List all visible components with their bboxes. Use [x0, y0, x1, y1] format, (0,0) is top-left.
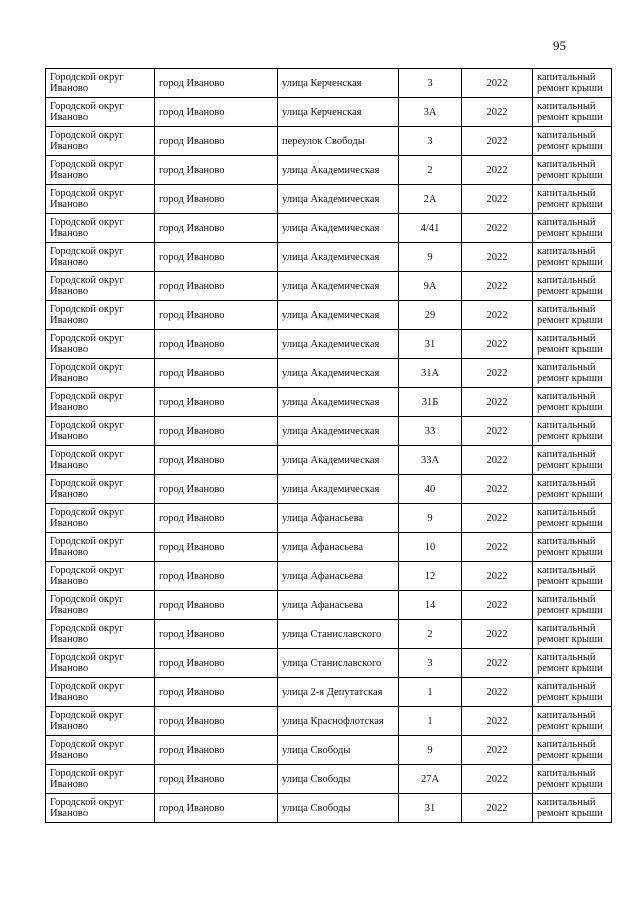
city-cell: город Иваново: [155, 214, 278, 243]
street-cell: улица Академическая: [278, 301, 399, 330]
city-cell: город Иваново: [155, 504, 278, 533]
street-cell: улица 2-я Депутатская: [278, 678, 399, 707]
work-type-cell: капитальный ремонт крыши: [533, 649, 612, 678]
year-cell: 2022: [462, 359, 533, 388]
house-number-cell: 9: [399, 243, 462, 272]
district-cell: Городской округ Иваново: [46, 736, 155, 765]
table-row: [46, 620, 612, 649]
year-cell: 2022: [462, 591, 533, 620]
city-cell: город Иваново: [155, 736, 278, 765]
city-cell: город Иваново: [155, 533, 278, 562]
table-row: [46, 127, 612, 156]
street-cell: улица Станиславского: [278, 620, 399, 649]
work-type-cell: капитальный ремонт крыши: [533, 591, 612, 620]
street-cell: улица Свободы: [278, 765, 399, 794]
district-cell: Городской округ Иваново: [46, 301, 155, 330]
street-cell: переулок Свободы: [278, 127, 399, 156]
district-cell: Городской округ Иваново: [46, 69, 155, 98]
district-cell: Городской округ Иваново: [46, 707, 155, 736]
work-type-cell: капитальный ремонт крыши: [533, 562, 612, 591]
work-type-cell: капитальный ремонт крыши: [533, 417, 612, 446]
house-number-cell: 4/41: [399, 214, 462, 243]
year-cell: 2022: [462, 736, 533, 765]
city-cell: город Иваново: [155, 359, 278, 388]
house-number-cell: 29: [399, 301, 462, 330]
street-cell: улица Станиславского: [278, 649, 399, 678]
table-row: [46, 678, 612, 707]
street-cell: улица Академическая: [278, 475, 399, 504]
district-cell: Городской округ Иваново: [46, 475, 155, 504]
table-row: [46, 301, 612, 330]
district-cell: Городской округ Иваново: [46, 649, 155, 678]
city-cell: город Иваново: [155, 707, 278, 736]
district-cell: Городской округ Иваново: [46, 620, 155, 649]
city-cell: город Иваново: [155, 765, 278, 794]
work-type-cell: капитальный ремонт крыши: [533, 214, 612, 243]
table-row: [46, 243, 612, 272]
city-cell: город Иваново: [155, 678, 278, 707]
year-cell: 2022: [462, 794, 533, 823]
house-number-cell: 40: [399, 475, 462, 504]
year-cell: 2022: [462, 185, 533, 214]
street-cell: улица Афанасьева: [278, 504, 399, 533]
table-row: [46, 533, 612, 562]
house-number-cell: 9: [399, 504, 462, 533]
district-cell: Городской округ Иваново: [46, 214, 155, 243]
table-row: [46, 504, 612, 533]
city-cell: город Иваново: [155, 98, 278, 127]
street-cell: улица Академическая: [278, 214, 399, 243]
house-number-cell: 3: [399, 127, 462, 156]
table-row: [46, 475, 612, 504]
year-cell: 2022: [462, 214, 533, 243]
table-row: [46, 794, 612, 823]
year-cell: 2022: [462, 649, 533, 678]
year-cell: 2022: [462, 562, 533, 591]
table-row: [46, 446, 612, 475]
work-type-cell: капитальный ремонт крыши: [533, 475, 612, 504]
table-row: [46, 765, 612, 794]
work-type-cell: капитальный ремонт крыши: [533, 359, 612, 388]
district-cell: Городской округ Иваново: [46, 794, 155, 823]
house-number-cell: 3: [399, 649, 462, 678]
street-cell: улица Академическая: [278, 446, 399, 475]
work-type-cell: капитальный ремонт крыши: [533, 127, 612, 156]
street-cell: улица Афанасьева: [278, 591, 399, 620]
page-number: 95: [553, 38, 566, 53]
city-cell: город Иваново: [155, 417, 278, 446]
house-number-cell: 31: [399, 330, 462, 359]
street-cell: улица Академическая: [278, 185, 399, 214]
city-cell: город Иваново: [155, 272, 278, 301]
work-type-cell: капитальный ремонт крыши: [533, 243, 612, 272]
work-type-cell: капитальный ремонт крыши: [533, 272, 612, 301]
work-type-cell: капитальный ремонт крыши: [533, 794, 612, 823]
table-row: [46, 417, 612, 446]
city-cell: город Иваново: [155, 794, 278, 823]
house-number-cell: 10: [399, 533, 462, 562]
year-cell: 2022: [462, 707, 533, 736]
year-cell: 2022: [462, 533, 533, 562]
house-number-cell: 33А: [399, 446, 462, 475]
year-cell: 2022: [462, 475, 533, 504]
district-cell: Городской округ Иваново: [46, 504, 155, 533]
city-cell: город Иваново: [155, 446, 278, 475]
work-type-cell: капитальный ремонт крыши: [533, 620, 612, 649]
work-type-cell: капитальный ремонт крыши: [533, 765, 612, 794]
table-row: [46, 330, 612, 359]
table-row: [46, 359, 612, 388]
year-cell: 2022: [462, 243, 533, 272]
year-cell: 2022: [462, 272, 533, 301]
year-cell: 2022: [462, 446, 533, 475]
street-cell: улица Свободы: [278, 736, 399, 765]
work-type-cell: капитальный ремонт крыши: [533, 301, 612, 330]
work-type-cell: капитальный ремонт крыши: [533, 533, 612, 562]
table-row: [46, 649, 612, 678]
city-cell: город Иваново: [155, 475, 278, 504]
work-type-cell: капитальный ремонт крыши: [533, 736, 612, 765]
year-cell: 2022: [462, 388, 533, 417]
work-type-cell: капитальный ремонт крыши: [533, 156, 612, 185]
house-number-cell: 1: [399, 707, 462, 736]
house-number-cell: 2А: [399, 185, 462, 214]
work-type-cell: капитальный ремонт крыши: [533, 707, 612, 736]
district-cell: Городской округ Иваново: [46, 127, 155, 156]
house-number-cell: 33: [399, 417, 462, 446]
house-number-cell: 31Б: [399, 388, 462, 417]
house-number-cell: 3: [399, 69, 462, 98]
year-cell: 2022: [462, 678, 533, 707]
district-cell: Городской округ Иваново: [46, 388, 155, 417]
house-number-cell: 1: [399, 678, 462, 707]
year-cell: 2022: [462, 301, 533, 330]
year-cell: 2022: [462, 417, 533, 446]
city-cell: город Иваново: [155, 185, 278, 214]
work-type-cell: капитальный ремонт крыши: [533, 446, 612, 475]
repair-schedule-table: [45, 68, 612, 823]
work-type-cell: капитальный ремонт крыши: [533, 504, 612, 533]
table-row: [46, 185, 612, 214]
house-number-cell: 9: [399, 736, 462, 765]
city-cell: город Иваново: [155, 649, 278, 678]
district-cell: Городской округ Иваново: [46, 562, 155, 591]
work-type-cell: капитальный ремонт крыши: [533, 330, 612, 359]
year-cell: 2022: [462, 156, 533, 185]
table-body: [46, 69, 612, 823]
district-cell: Городской округ Иваново: [46, 156, 155, 185]
table-row: [46, 707, 612, 736]
district-cell: Городской округ Иваново: [46, 678, 155, 707]
district-cell: Городской округ Иваново: [46, 417, 155, 446]
street-cell: улица Керченская: [278, 98, 399, 127]
table-row: [46, 388, 612, 417]
district-cell: Городской округ Иваново: [46, 446, 155, 475]
district-cell: Городской округ Иваново: [46, 765, 155, 794]
year-cell: 2022: [462, 69, 533, 98]
district-cell: Городской округ Иваново: [46, 330, 155, 359]
city-cell: город Иваново: [155, 301, 278, 330]
street-cell: улица Краснофлотская: [278, 707, 399, 736]
work-type-cell: капитальный ремонт крыши: [533, 185, 612, 214]
work-type-cell: капитальный ремонт крыши: [533, 388, 612, 417]
year-cell: 2022: [462, 765, 533, 794]
district-cell: Городской округ Иваново: [46, 243, 155, 272]
street-cell: улица Керченская: [278, 69, 399, 98]
house-number-cell: 12: [399, 562, 462, 591]
city-cell: город Иваново: [155, 620, 278, 649]
district-cell: Городской округ Иваново: [46, 359, 155, 388]
district-cell: Городской округ Иваново: [46, 272, 155, 301]
table-row: [46, 736, 612, 765]
city-cell: город Иваново: [155, 330, 278, 359]
street-cell: улица Академическая: [278, 417, 399, 446]
street-cell: улица Академическая: [278, 330, 399, 359]
street-cell: улица Афанасьева: [278, 533, 399, 562]
table-row: [46, 591, 612, 620]
year-cell: 2022: [462, 620, 533, 649]
street-cell: улица Свободы: [278, 794, 399, 823]
work-type-cell: капитальный ремонт крыши: [533, 678, 612, 707]
street-cell: улица Академическая: [278, 359, 399, 388]
work-type-cell: капитальный ремонт крыши: [533, 98, 612, 127]
house-number-cell: 14: [399, 591, 462, 620]
table-row: [46, 69, 612, 98]
city-cell: город Иваново: [155, 69, 278, 98]
city-cell: город Иваново: [155, 243, 278, 272]
year-cell: 2022: [462, 330, 533, 359]
table-row: [46, 562, 612, 591]
year-cell: 2022: [462, 504, 533, 533]
house-number-cell: 9А: [399, 272, 462, 301]
district-cell: Городской округ Иваново: [46, 591, 155, 620]
house-number-cell: 3А: [399, 98, 462, 127]
district-cell: Городской округ Иваново: [46, 98, 155, 127]
district-cell: Городской округ Иваново: [46, 533, 155, 562]
city-cell: город Иваново: [155, 562, 278, 591]
house-number-cell: 27А: [399, 765, 462, 794]
house-number-cell: 31: [399, 794, 462, 823]
table-row: [46, 214, 612, 243]
table-row: [46, 272, 612, 301]
table-row: [46, 156, 612, 185]
year-cell: 2022: [462, 98, 533, 127]
street-cell: улица Академическая: [278, 243, 399, 272]
city-cell: город Иваново: [155, 156, 278, 185]
street-cell: улица Академическая: [278, 388, 399, 417]
street-cell: улица Академическая: [278, 156, 399, 185]
house-number-cell: 2: [399, 620, 462, 649]
year-cell: 2022: [462, 127, 533, 156]
house-number-cell: 2: [399, 156, 462, 185]
street-cell: улица Академическая: [278, 272, 399, 301]
city-cell: город Иваново: [155, 127, 278, 156]
house-number-cell: 31А: [399, 359, 462, 388]
street-cell: улица Афанасьева: [278, 562, 399, 591]
district-cell: Городской округ Иваново: [46, 185, 155, 214]
table-row: [46, 98, 612, 127]
city-cell: город Иваново: [155, 591, 278, 620]
work-type-cell: капитальный ремонт крыши: [533, 69, 612, 98]
city-cell: город Иваново: [155, 388, 278, 417]
